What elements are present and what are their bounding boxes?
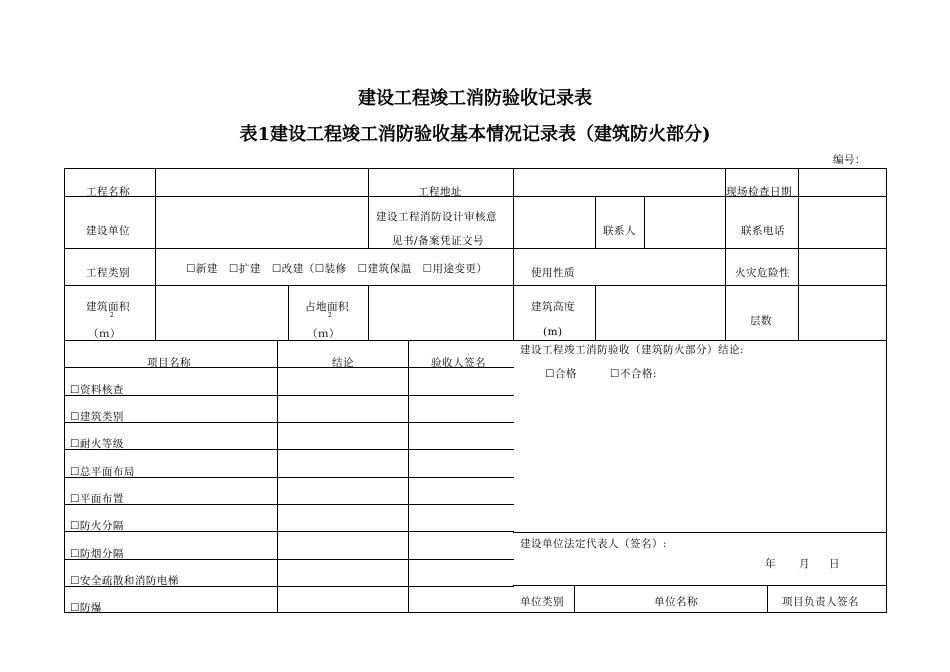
date-year-label: 年 xyxy=(765,558,776,570)
design-review-label-line2: 见书/备案凭证文号 xyxy=(392,235,485,247)
occupied-area-label: 占地面积 xyxy=(305,301,349,313)
occupied-area-unit-superscript: 2 xyxy=(328,312,332,319)
item-smoke-compartment: ☐防烟分隔 xyxy=(70,548,124,560)
project-category-label: 工程类别 xyxy=(86,267,130,279)
pass-checkbox[interactable]: ☐合格 xyxy=(545,368,577,380)
unit-name-header: 单位名称 xyxy=(654,596,698,608)
contact-person-label: 联系人 xyxy=(603,225,636,237)
building-height-unit: (m) xyxy=(543,326,563,338)
project-name-label: 工程名称 xyxy=(86,186,130,198)
item-floor-plan: ☐平面布置 xyxy=(70,493,124,505)
item-fire-resistance-rating: ☐耐火等级 xyxy=(70,438,124,450)
floors-label: 层数 xyxy=(750,315,772,327)
conclusion-column-header: 结论 xyxy=(332,357,354,369)
usage-nature-label: 使用性质 xyxy=(531,267,575,279)
building-area-unit: （ｍ） xyxy=(88,328,121,340)
conclusion-label: 建设工程竣工消防验收（建筑防火部分）结论: xyxy=(520,344,745,356)
leader-signature-header: 项目负责人签名 xyxy=(782,596,859,608)
fire-hazard-label: 火灾危险性 xyxy=(735,267,790,279)
document-title: 建设工程竣工消防验收记录表 xyxy=(358,88,592,109)
item-document-review: ☐资料核查 xyxy=(70,384,124,396)
building-area-label: 建筑面积 xyxy=(86,301,130,313)
fail-checkbox[interactable]: ☐不合格: xyxy=(610,368,657,380)
date-day-label: 日 xyxy=(829,558,840,570)
contact-phone-label: 联系电话 xyxy=(741,225,785,237)
item-evacuation-elevator: ☐安全疏散和消防电梯 xyxy=(70,575,179,587)
project-category-options: ☐新建 ☐扩建 ☐改建（☐装修 ☐建筑保温 ☐用途变更） xyxy=(186,263,488,275)
building-height-label: 建筑高度 xyxy=(531,301,575,313)
project-address-label: 工程地址 xyxy=(418,186,462,198)
building-area-unit-superscript: 2 xyxy=(110,312,114,319)
construction-unit-label: 建设单位 xyxy=(86,225,130,237)
item-site-layout: ☐总平面布局 xyxy=(70,466,135,478)
item-building-category: ☐建筑类别 xyxy=(70,411,124,423)
site-check-date-label: 现场检查日期 xyxy=(726,186,792,198)
table-subtitle: 表1建设工程竣工消防验收基本情况记录表（建筑防火部分) xyxy=(239,124,711,145)
occupied-area-unit: （ｍ） xyxy=(307,328,340,340)
item-fire-compartment: ☐防火分隔 xyxy=(70,520,124,532)
serial-number-label: 编号： xyxy=(833,154,866,166)
legal-representative-label: 建设单位法定代表人（签名）: xyxy=(520,538,668,550)
signature-column-header: 验收人签名 xyxy=(431,357,486,369)
item-explosion-proof: ☐防爆 xyxy=(70,602,102,614)
design-review-label-line1: 建设工程消防设计审核意 xyxy=(376,211,497,223)
date-month-label: 月 xyxy=(799,558,810,570)
unit-type-header: 单位类别 xyxy=(520,596,564,608)
item-name-column-header: 项目名称 xyxy=(147,357,191,369)
